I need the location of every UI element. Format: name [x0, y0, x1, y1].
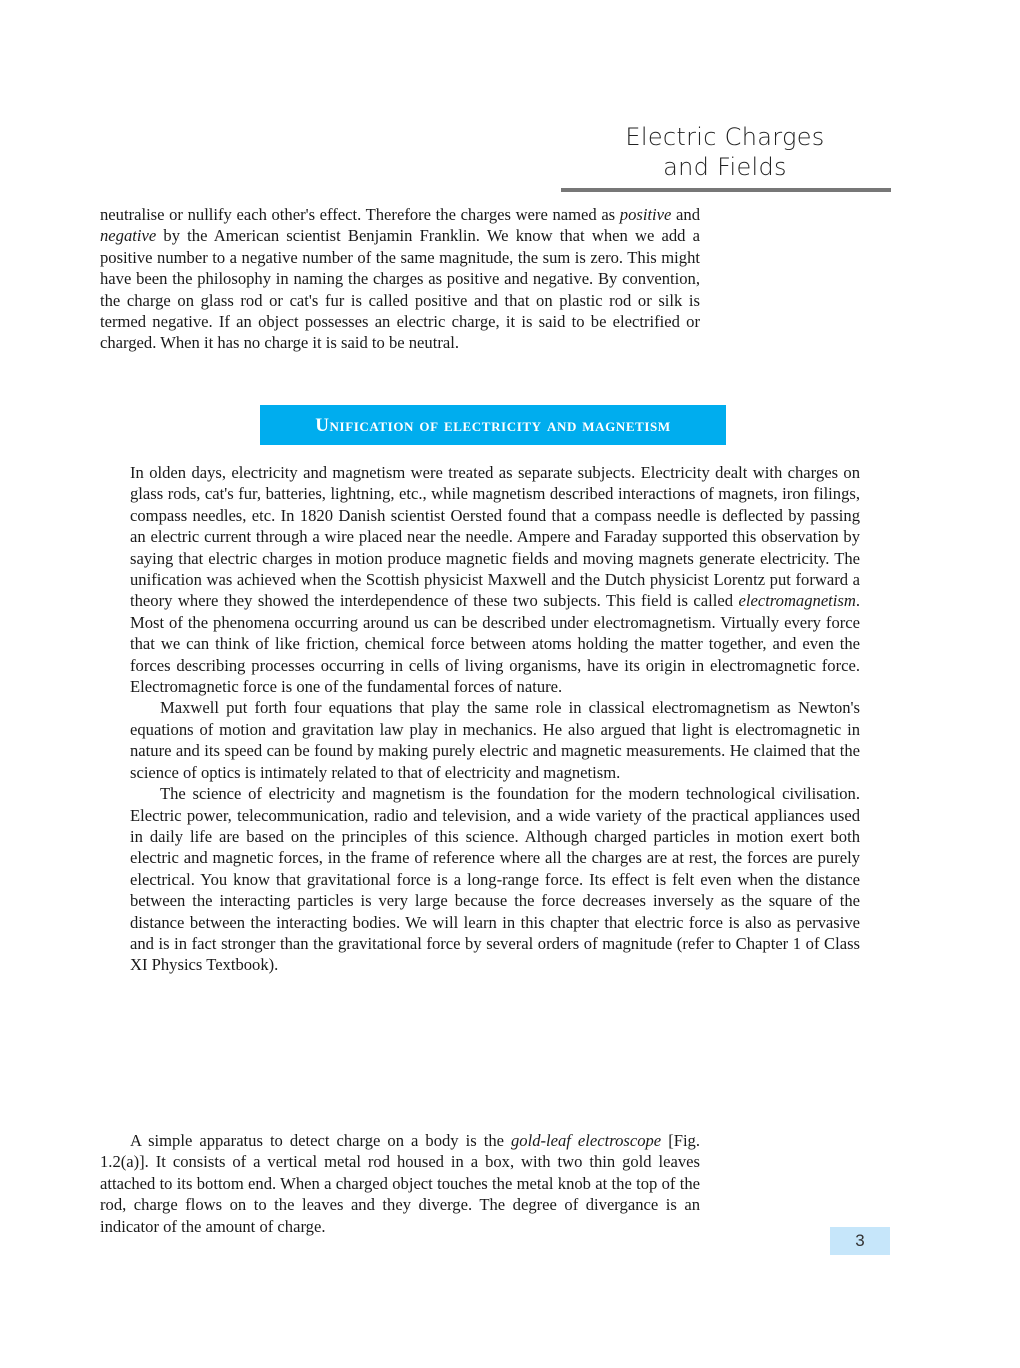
- box-paragraph-1: [130, 462, 860, 697]
- section-banner: Unification of electricity and magnetism: [260, 405, 726, 445]
- italic-term: positive: [619, 205, 672, 224]
- header-rule: [561, 188, 891, 192]
- paragraph-electroscope: [100, 1130, 700, 1237]
- page-number: 3: [830, 1227, 890, 1255]
- text: In olden days, electricity and magnetism were treated as separate subjects. Electricity dealt with charges on glass rods, cat's fur, batteries, lightning, etc., while magnetism described interactions of magnets, iron filings, compass needles, etc. In 1820 Danish scientist Oersted found that a compass needle is deflected by passing an electric current through a wire placed near the needle. Ampere and Faraday supported this observation by saying that electric charges in motion produce magnetic fields and moving magnets generate electricity. The unification was achieved when the Scottish physicist Maxwell and the Dutch physicist Lorentz put forward a theory where they showed the interdependence of these two subjects. This field is called: [130, 463, 860, 611]
- text: and: [671, 205, 701, 224]
- text: . Most of the phenomena occurring around us can be described under electromagnetism. Virtually every force that we can think of like friction, chemical force between atoms holding the matter together, and even the forces describing processes occurring in cells of living organisms, have its origin in electromagnetic force. Electromagnetic force is one of the fundamental forces of nature.: [130, 591, 860, 697]
- text: neutralise or nullify each other's effect. Therefore the charges were named as: [100, 205, 620, 224]
- box-paragraph-3: The science of electricity and magnetism is the foundation for the modern technological civilisation. Electric power, telecommunication, radio and television, and a wide variety of the practical appliances used in daily life are based on the principles of this science. Although charged particles in motion exert both electric and magnetic forces, in the frame of reference where all the charges are at rest, the forces are purely electrical. You know that gravitational force is a long-range force. Its effect is felt even when the distance between the interacting particles is very large because the force decreases inversely as the square of the distance between the interacting bodies. We will learn in this chapter that electric force is also as pervasive and is in fact stronger than the gravitational force by several orders of magnitude (refer to Chapter 1 of Class XI Physics Textbook).: [130, 784, 860, 975]
- italic-term: electromagnetism: [738, 591, 856, 611]
- chapter-title-line1: Electric Charges: [625, 123, 825, 151]
- chapter-title-line2: and Fields: [663, 153, 787, 181]
- text: by the American scientist Benjamin Franklin. We know that when we add a positive number to a negative number of the same magnitude, the sum is zero. This might have been the philosophy in naming the charges as positive and negative. By convention, the charge on glass rod or cat's fur is called positive and that on plastic rod or silk is termed negative. If an object possesses an electric charge, it is said to be electrified or charged. When it has no charge it is said to be neutral.: [100, 226, 700, 353]
- italic-term: negative: [100, 226, 157, 246]
- paragraph-charges-naming: [100, 204, 700, 354]
- text: [Fig. 1.2(a)]. It consists of a vertical metal rod housed in a box, with two thin gold leaves attached to its bottom end. When a charged object touches the metal knob at the top of the rod, charge flows on to the leaves and they diverge. The degree of divergance is an indicator of the amount of charge.: [100, 1131, 700, 1236]
- unification-box: [130, 462, 860, 976]
- text: A simple apparatus to detect charge on a body is the: [130, 1131, 511, 1150]
- italic-term: gold-leaf electroscope: [511, 1131, 662, 1150]
- chapter-title: [600, 122, 850, 182]
- box-paragraph-2: Maxwell put forth four equations that play the same role in classical electromagnetism as Newton's equations of motion and gravitation law play in mechanics. He also argued that light is electromagnetic in nature and its speed can be found by making purely electric and magnetic measurements. He claimed that the science of optics is intimately related to that of electricity and magnetism.: [130, 698, 860, 782]
